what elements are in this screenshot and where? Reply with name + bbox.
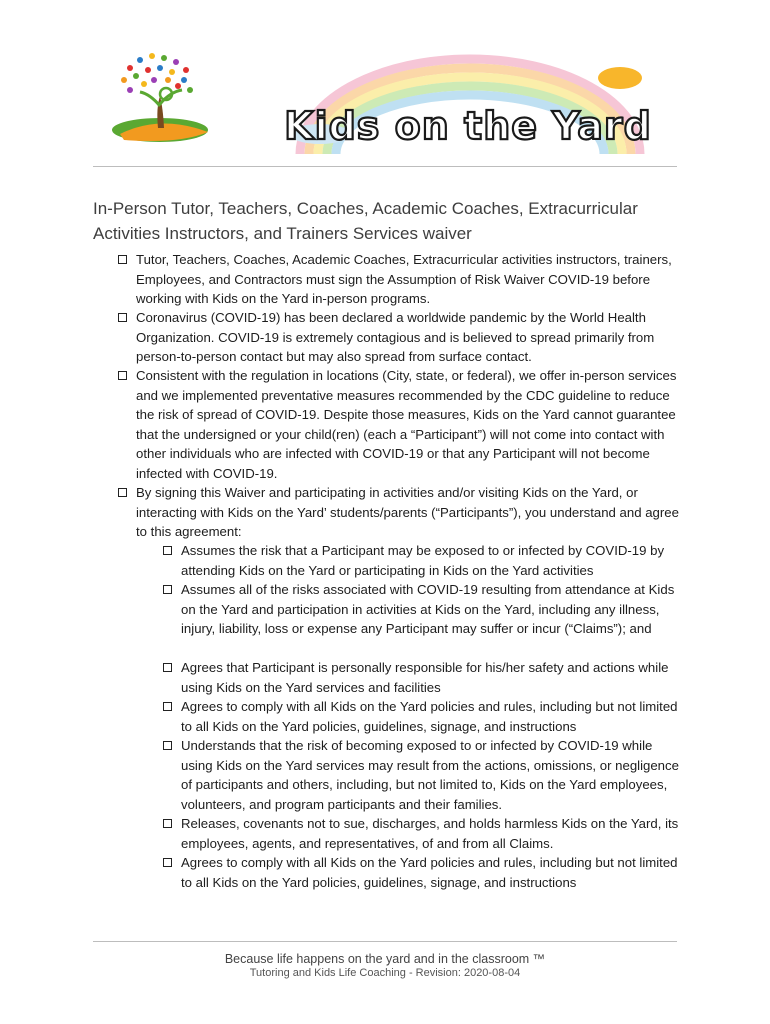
list-item-text: Coronavirus (COVID-19) has been declared a worldwide pandemic by the World Health Organization. COVID-19 is extremely contagious and is believed to spread primarily from person-to-person contact but may also spread from surface contact. <box>136 310 655 364</box>
sub-list-item <box>181 580 681 639</box>
sub-list-item-text: Agrees to comply with all Kids on the Yard policies and rules, including but not limited to all Kids on the Yard policies, guidelines, signage, and instructions <box>181 855 678 890</box>
checkbox-bullet-icon <box>163 858 172 867</box>
list-item <box>136 366 684 483</box>
sub-list-item <box>181 541 681 580</box>
sub-list-item-text: Agrees to comply with all Kids on the Yard policies and rules, including but not limited to all Kids on the Yard policies, guidelines, signage, and instructions <box>181 699 678 734</box>
sub-list-item-text: Assumes the risk that a Participant may be exposed to or infected by COVID-19 by attending Kids on the Yard or participating in Kids on the Yard activities <box>181 543 665 578</box>
checkbox-bullet-icon <box>118 371 127 380</box>
footer-divider <box>93 941 677 942</box>
header-divider <box>93 166 677 167</box>
sub-list-item-text: Understands that the risk of becoming exposed to or infected by COVID-19 while using Kids on the Yard services may result from the actions, omissions, or negligence of participants and others, including, but not limited to, Kids on the Yard employees, volunteers, and program participants and their families. <box>181 738 679 812</box>
sub-list-item-text: Releases, covenants not to sue, discharges, and holds harmless Kids on the Yard, its employees, agents, and representatives, of and from all Claims. <box>181 816 679 851</box>
footer-revision: Tutoring and Kids Life Coaching - Revision: 2020-08-04 <box>249 967 521 979</box>
checkbox-bullet-icon <box>163 819 172 828</box>
checkbox-bullet-icon <box>163 546 172 555</box>
list-item-text: By signing this Waiver and participating in activities and/or visiting Kids on the Yard, or interacting with Kids on the Yard’ students/parents (“Participants”), you understand and agree to this agreement: <box>136 485 679 539</box>
checkbox-bullet-icon <box>118 255 127 264</box>
footer-tagline: Because life happens on the yard and in the classroom ™ <box>224 952 546 966</box>
checkbox-bullet-icon <box>118 488 127 497</box>
list-item-text: Tutor, Teachers, Coaches, Academic Coaches, Extracurricular activities instructors, trainers, Employees, and Contractors must sign the Assumption of Risk Waiver COVID-19 before working with Kids on the Yard in-person programs. <box>136 252 672 306</box>
sub-list-item <box>181 697 681 736</box>
list-item <box>136 483 684 542</box>
sub-list-item-text: Agrees that Participant is personally responsible for his/her safety and actions while using Kids on the Yard services and facilities <box>181 660 669 695</box>
checkbox-bullet-icon <box>118 313 127 322</box>
document-title: In-Person Tutor, Teachers, Coaches, Academic Coaches, Extracurricular Activities Instructors, and Trainers Services waiver <box>93 199 638 243</box>
sub-list-item <box>181 658 681 697</box>
checkbox-bullet-icon <box>163 585 172 594</box>
tree-logo <box>100 48 220 148</box>
brand-name: Kids on the Yard <box>284 104 652 148</box>
checkbox-bullet-icon <box>163 741 172 750</box>
checkbox-bullet-icon <box>163 702 172 711</box>
sub-list-item <box>181 814 681 853</box>
list-item-text: Consistent with the regulation in locations (City, state, or federal), we offer in-person services and we implemented preventative measures recommended by the CDC guideline to reduce the risk of spread of COVID-19. Despite those measures, Kids on the Yard cannot guarantee that the undersigned or your child(ren) (each a “Participant”) will not come into contact with other individuals who are infected with COVID-19 or that any Participant will not become infected with COVID-19. <box>136 368 677 481</box>
sub-list-item-text: Assumes all of the risks associated with COVID-19 resulting from attendance at Kids on the Yard and participation in activities at Kids on the Yard, including any illness, injury, liability, loss or expense any Participant may suffer or incur (“Claims”); and <box>181 582 675 636</box>
brand-wordmark <box>268 96 668 154</box>
sub-list-item <box>181 853 681 892</box>
list-item <box>136 250 684 309</box>
sub-list-item <box>181 736 681 814</box>
list-item <box>136 308 684 367</box>
checkbox-bullet-icon <box>163 663 172 672</box>
